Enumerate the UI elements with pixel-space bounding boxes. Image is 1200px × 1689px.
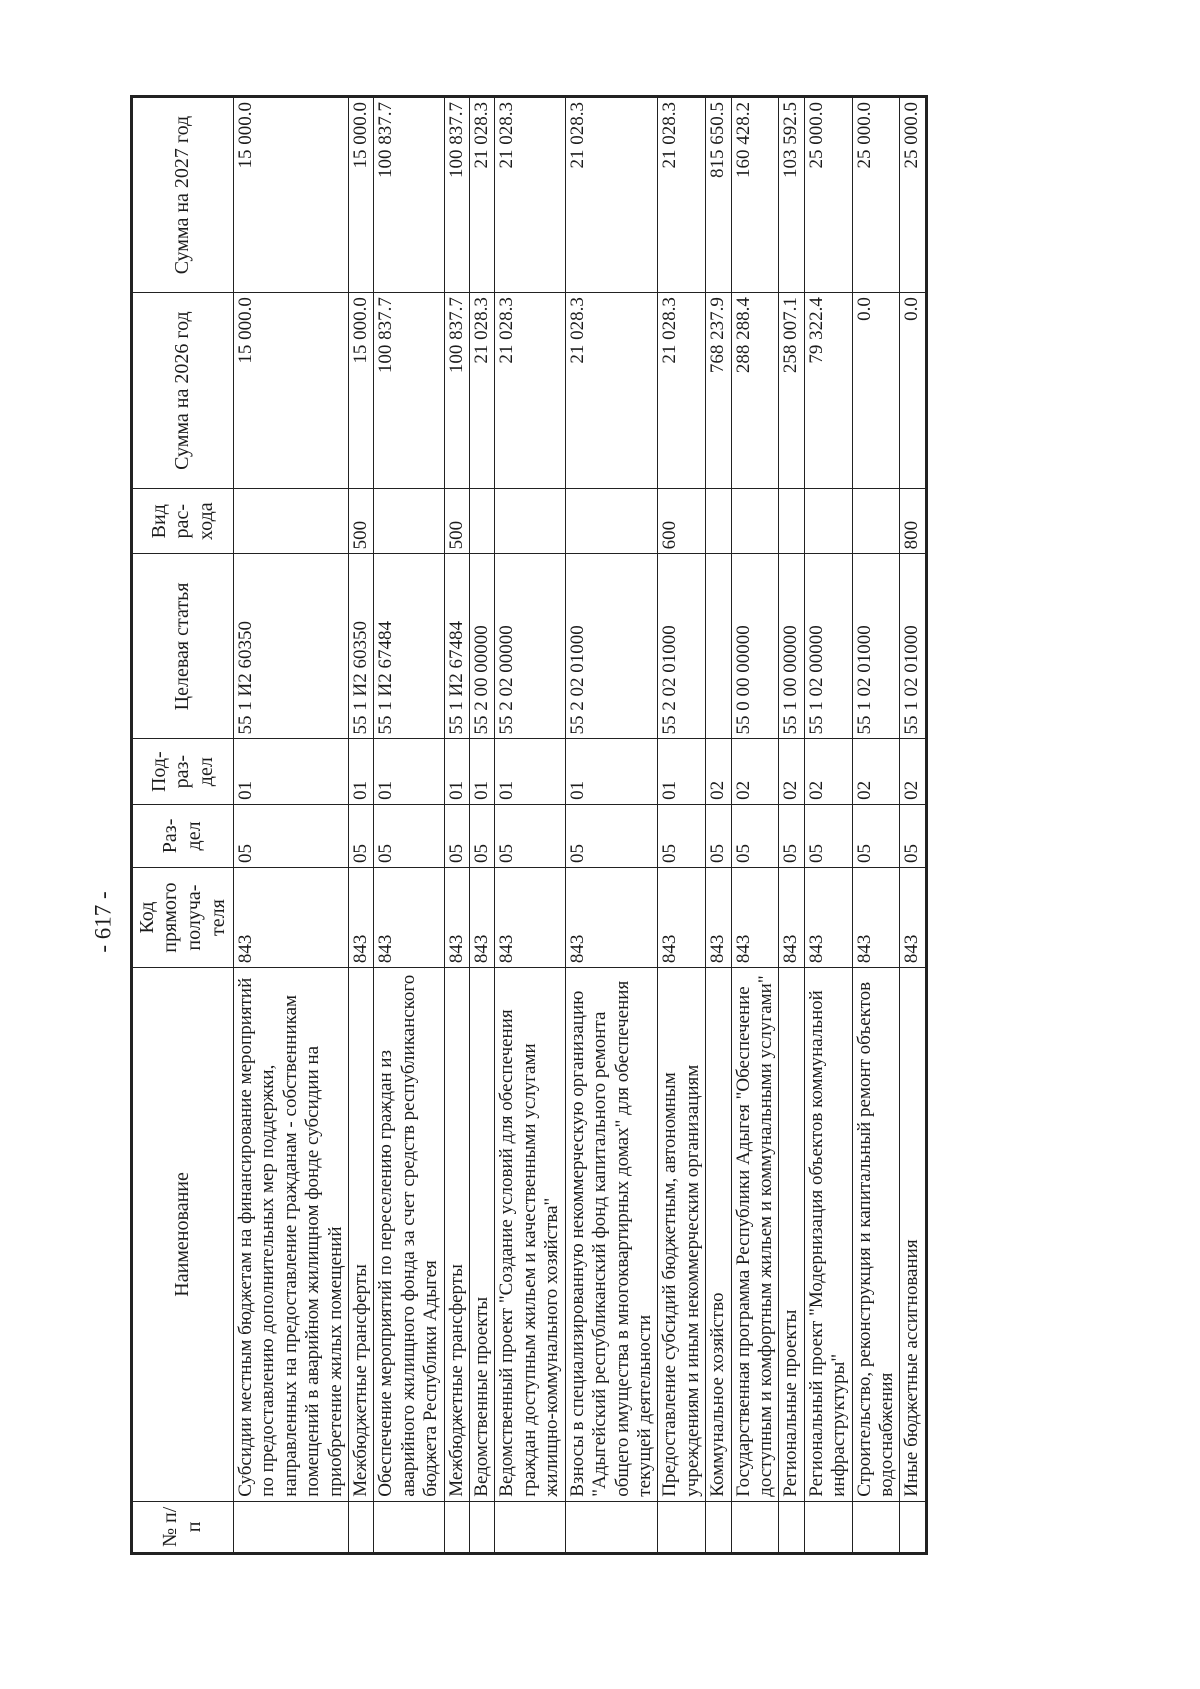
row-num <box>779 1501 804 1553</box>
table-row <box>779 97 804 1554</box>
row-razdel: 05 <box>234 804 349 867</box>
row-razdel: 05 <box>349 804 374 867</box>
row-sum2027: 25 000.0 <box>804 97 852 293</box>
row-razdel: 05 <box>706 804 731 867</box>
row-name: Взносы в специализированную некоммерческую организацию "Адыгейский республиканский фонд капитального ремонта общего имущества в многоквартирных домах" для обеспечения текущей деятельности <box>565 968 658 1502</box>
table-row <box>374 97 444 1554</box>
row-razdel: 05 <box>658 804 706 867</box>
row-razdel: 05 <box>374 804 444 867</box>
row-name: Субсидии местным бюджетам на финансирование мероприятий по предоставлению дополнительных мер поддержки, направленных на предоставление гражданам - собственникам помещений в аварийном жилищном фонде субсидии на приобретение жилых помещений <box>234 968 349 1502</box>
row-code: 843 <box>470 867 495 967</box>
row-vid <box>495 489 565 554</box>
row-sum2026: 15 000.0 <box>234 293 349 489</box>
table-row <box>900 97 926 1554</box>
row-stat: 55 2 02 01000 <box>658 554 706 739</box>
row-stat: 55 1 00 00000 <box>779 554 804 739</box>
header-code: Код прямого получа-теля <box>132 867 234 967</box>
table-row <box>658 97 706 1554</box>
table-row <box>234 97 349 1554</box>
header-sum2027: Сумма на 2027 год <box>132 97 234 293</box>
row-razdel: 05 <box>565 804 658 867</box>
row-vid <box>706 489 731 554</box>
table-row <box>804 97 852 1554</box>
row-stat: 55 1 И2 60350 <box>234 554 349 739</box>
row-sum2027: 21 028.3 <box>565 97 658 293</box>
row-code: 843 <box>731 867 779 967</box>
row-sum2027: 103 592.5 <box>779 97 804 293</box>
row-name: Ведомственные проекты <box>470 968 495 1502</box>
row-vid <box>565 489 658 554</box>
row-vid <box>374 489 444 554</box>
table-row <box>349 97 374 1554</box>
row-name: Коммунальное хозяйство <box>706 968 731 1502</box>
row-sum2027: 25 000.0 <box>852 97 900 293</box>
row-sum2026: 768 237.9 <box>706 293 731 489</box>
row-code: 843 <box>234 867 349 967</box>
row-code: 843 <box>900 867 926 967</box>
row-sum2026: 100 837.7 <box>374 293 444 489</box>
row-stat: 55 1 И2 67484 <box>374 554 444 739</box>
row-num <box>495 1501 565 1553</box>
row-name: Предоставление субсидий бюджетным, автономным учреждениям и иным некоммерческим организациям <box>658 968 706 1502</box>
row-vid <box>731 489 779 554</box>
row-sum2027: 100 837.7 <box>444 97 469 293</box>
row-sum2026: 79 322.4 <box>804 293 852 489</box>
row-name: Ведомственный проект "Создание условий для обеспечения граждан доступным жильем и качественными услугами жилищно-коммунального хозяйства" <box>495 968 565 1502</box>
row-sum2026: 15 000.0 <box>349 293 374 489</box>
header-name: Наименование <box>132 968 234 1502</box>
header-stat: Целевая статья <box>132 554 234 739</box>
row-stat: 55 2 02 00000 <box>495 554 565 739</box>
row-code: 843 <box>706 867 731 967</box>
row-code: 843 <box>779 867 804 967</box>
row-name: Региональный проект "Модернизация объектов коммунальной инфраструктуры" <box>804 968 852 1502</box>
row-sum2026: 0.0 <box>900 293 926 489</box>
row-vid <box>779 489 804 554</box>
row-podrazdel: 01 <box>374 739 444 804</box>
table-row <box>495 97 565 1554</box>
row-stat: 55 1 02 00000 <box>804 554 852 739</box>
header-razdel: Раз-дел <box>132 804 234 867</box>
table-row <box>565 97 658 1554</box>
row-razdel: 05 <box>804 804 852 867</box>
row-razdel: 05 <box>495 804 565 867</box>
row-stat: 55 1 И2 67484 <box>444 554 469 739</box>
header-vid: Вид рас-хода <box>132 489 234 554</box>
row-sum2027: 815 650.5 <box>706 97 731 293</box>
row-code: 843 <box>852 867 900 967</box>
row-num <box>658 1501 706 1553</box>
row-stat: 55 0 00 00000 <box>731 554 779 739</box>
row-vid <box>804 489 852 554</box>
header-podrazdel: Под-раз-дел <box>132 739 234 804</box>
row-podrazdel: 01 <box>349 739 374 804</box>
row-sum2027: 21 028.3 <box>470 97 495 293</box>
row-podrazdel: 02 <box>706 739 731 804</box>
row-num <box>444 1501 469 1553</box>
row-podrazdel: 01 <box>444 739 469 804</box>
row-sum2026: 21 028.3 <box>470 293 495 489</box>
row-sum2026: 258 007.1 <box>779 293 804 489</box>
row-sum2027: 15 000.0 <box>234 97 349 293</box>
row-podrazdel: 02 <box>804 739 852 804</box>
row-podrazdel: 02 <box>731 739 779 804</box>
row-podrazdel: 02 <box>852 739 900 804</box>
row-code: 843 <box>349 867 374 967</box>
row-podrazdel: 02 <box>900 739 926 804</box>
row-vid: 500 <box>444 489 469 554</box>
row-stat: 55 2 02 01000 <box>565 554 658 739</box>
row-code: 843 <box>495 867 565 967</box>
row-razdel: 05 <box>470 804 495 867</box>
row-podrazdel: 01 <box>658 739 706 804</box>
row-sum2027: 21 028.3 <box>658 97 706 293</box>
row-stat: 55 1 И2 60350 <box>349 554 374 739</box>
row-vid: 500 <box>349 489 374 554</box>
row-podrazdel: 01 <box>495 739 565 804</box>
table-row <box>706 97 731 1554</box>
row-name: Строительство, реконструкция и капитальный ремонт объектов водоснабжения <box>852 968 900 1502</box>
row-num <box>470 1501 495 1553</box>
page-number: - 617 - <box>91 891 117 953</box>
row-sum2026: 21 028.3 <box>565 293 658 489</box>
row-podrazdel: 01 <box>565 739 658 804</box>
budget-table-frame <box>130 95 1030 1555</box>
row-sum2027: 160 428.2 <box>731 97 779 293</box>
row-sum2026: 100 837.7 <box>444 293 469 489</box>
row-vid <box>470 489 495 554</box>
row-name: Межбюджетные трансферты <box>444 968 469 1502</box>
row-code: 843 <box>804 867 852 967</box>
row-sum2026: 21 028.3 <box>658 293 706 489</box>
header-num: № п/п <box>132 1501 234 1553</box>
row-num <box>731 1501 779 1553</box>
table-header-row <box>132 97 234 1554</box>
row-sum2027: 21 028.3 <box>495 97 565 293</box>
row-num <box>852 1501 900 1553</box>
row-vid: 600 <box>658 489 706 554</box>
table-row <box>444 97 469 1554</box>
row-name: Межбюджетные трансферты <box>349 968 374 1502</box>
row-podrazdel: 02 <box>779 739 804 804</box>
row-sum2027: 100 837.7 <box>374 97 444 293</box>
row-code: 843 <box>658 867 706 967</box>
row-sum2027: 25 000.0 <box>900 97 926 293</box>
row-code: 843 <box>374 867 444 967</box>
row-podrazdel: 01 <box>234 739 349 804</box>
row-num <box>349 1501 374 1553</box>
row-sum2026: 288 288.4 <box>731 293 779 489</box>
row-name: Обеспечение мероприятий по переселению граждан из аварийного жилищного фонда за счет средств республиканского бюджета Республики Адыгея <box>374 968 444 1502</box>
row-num <box>706 1501 731 1553</box>
row-razdel: 05 <box>779 804 804 867</box>
row-sum2027: 15 000.0 <box>349 97 374 293</box>
row-vid: 800 <box>900 489 926 554</box>
row-razdel: 05 <box>444 804 469 867</box>
row-code: 843 <box>565 867 658 967</box>
row-num <box>804 1501 852 1553</box>
row-sum2026: 0.0 <box>852 293 900 489</box>
row-stat: 55 1 02 01000 <box>852 554 900 739</box>
row-name: Государственная программа Республики Адыгея "Обеспечение доступным и комфортным жильем и коммунальными услугами" <box>731 968 779 1502</box>
table-row <box>731 97 779 1554</box>
table-row <box>852 97 900 1554</box>
row-code: 843 <box>444 867 469 967</box>
row-num <box>900 1501 926 1553</box>
row-stat <box>706 554 731 739</box>
row-stat: 55 2 00 00000 <box>470 554 495 739</box>
budget-table <box>130 95 928 1555</box>
row-num <box>234 1501 349 1553</box>
row-sum2026: 21 028.3 <box>495 293 565 489</box>
row-vid <box>852 489 900 554</box>
row-name: Региональные проекты <box>779 968 804 1502</box>
row-num <box>565 1501 658 1553</box>
row-podrazdel: 01 <box>470 739 495 804</box>
row-razdel: 05 <box>731 804 779 867</box>
row-vid <box>234 489 349 554</box>
header-sum2026: Сумма на 2026 год <box>132 293 234 489</box>
row-razdel: 05 <box>852 804 900 867</box>
row-name: Иные бюджетные ассигнования <box>900 968 926 1502</box>
row-num <box>374 1501 444 1553</box>
row-razdel: 05 <box>900 804 926 867</box>
row-stat: 55 1 02 01000 <box>900 554 926 739</box>
table-row <box>470 97 495 1554</box>
table-body <box>234 97 927 1554</box>
